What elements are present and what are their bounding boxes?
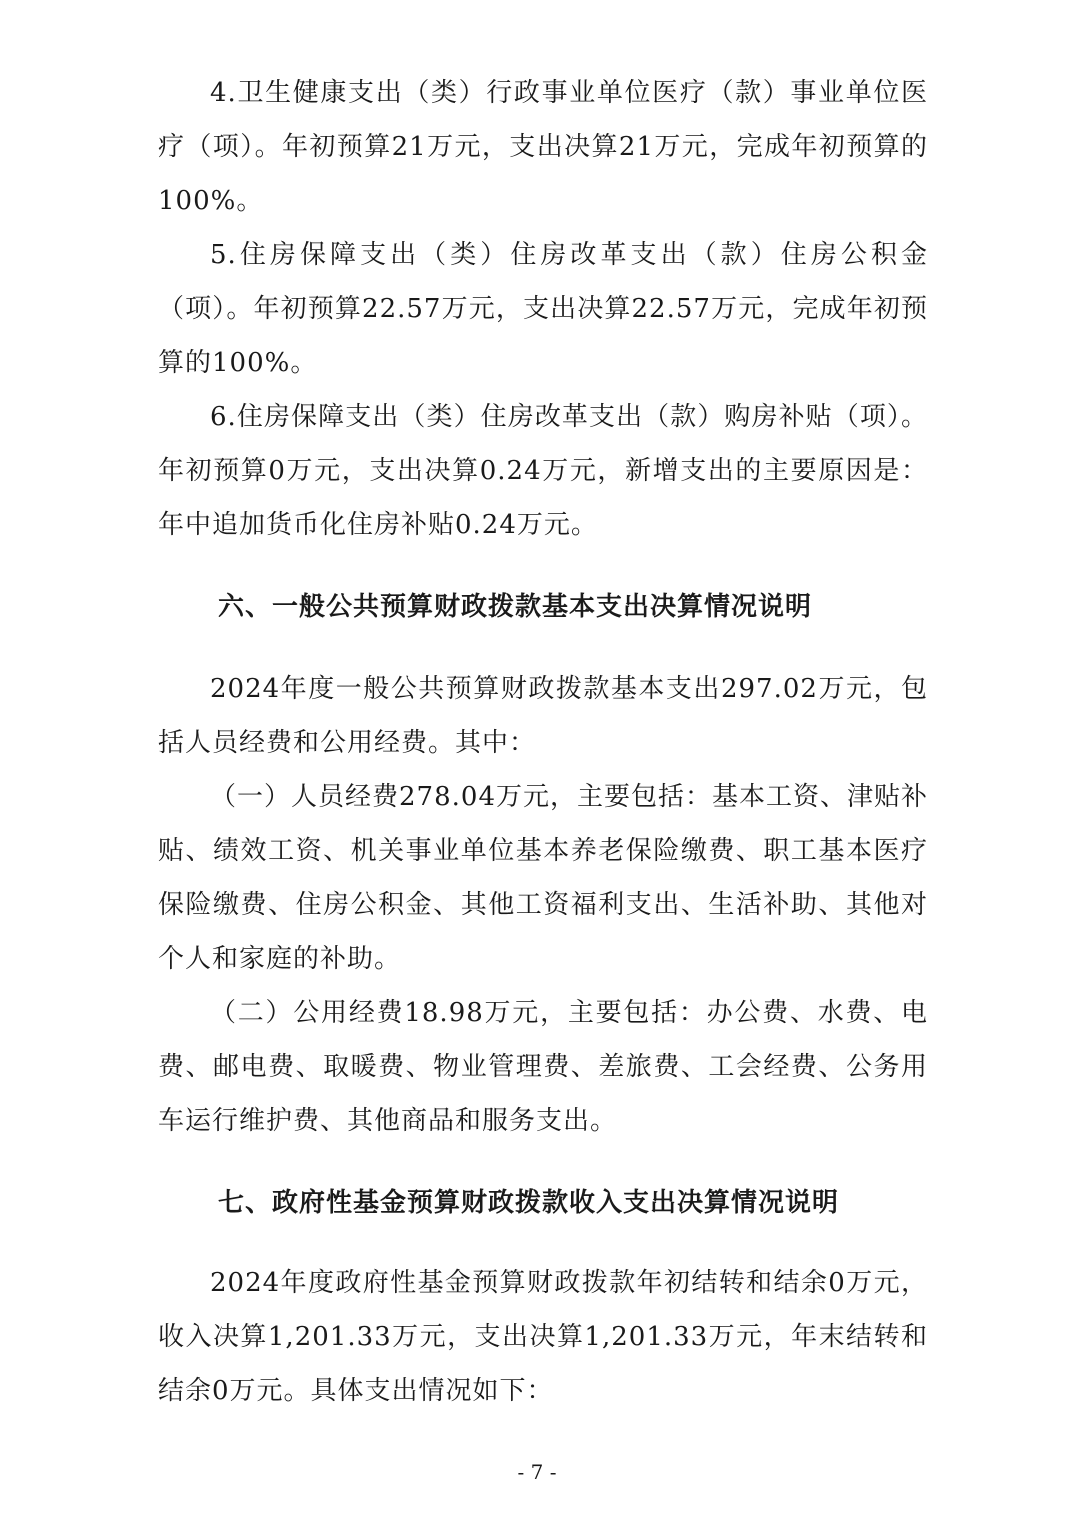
section-6-heading: 六、一般公共预算财政拨款基本支出决算情况说明 [218, 592, 813, 622]
paragraph-housing-fund: 5.住房保障支出（类）住房改革支出（款）住房公积金（项）。年初预算22.57万元，支出决算22.57万元，完成年初预算的100%。 [158, 240, 928, 378]
paragraph-health-expense: 4.卫生健康支出（类）行政事业单位医疗（款）事业单位医疗（项）。年初预算21万元，支出决算21万元，完成年初预算的100%。 [158, 78, 928, 216]
section-6-intro: 2024年度一般公共预算财政拨款基本支出297.02万元，包括人员经费和公用经费。其中： [158, 674, 928, 758]
section-6-public-expense: （二）公用经费18.98万元，主要包括：办公费、水费、电费、邮电费、取暖费、物业管理费、差旅费、工会经费、公务用车运行维护费、其他商品和服务支出。 [158, 998, 928, 1136]
section-6-personnel-expense: （一）人员经费278.04万元，主要包括：基本工资、津贴补贴、绩效工资、机关事业单位基本养老保险缴费、职工基本医疗保险缴费、住房公积金、其他工资福利支出、生活补助、其他对个人和家庭的补助。 [158, 782, 928, 974]
section-7-heading: 七、政府性基金预算财政拨款收入支出决算情况说明 [218, 1188, 840, 1218]
page-number: - 7 - [517, 1460, 557, 1484]
paragraph-housing-subsidy: 6.住房保障支出（类）住房改革支出（款）购房补贴（项）。年初预算0万元，支出决算0.24万元，新增支出的主要原因是：年中追加货币化住房补贴0.24万元。 [158, 402, 928, 540]
section-7-summary: 2024年度政府性基金预算财政拨款年初结转和结余0万元，收入决算1,201.33万元，支出决算1,201.33万元，年末结转和结余0万元。具体支出情况如下： [158, 1268, 928, 1406]
